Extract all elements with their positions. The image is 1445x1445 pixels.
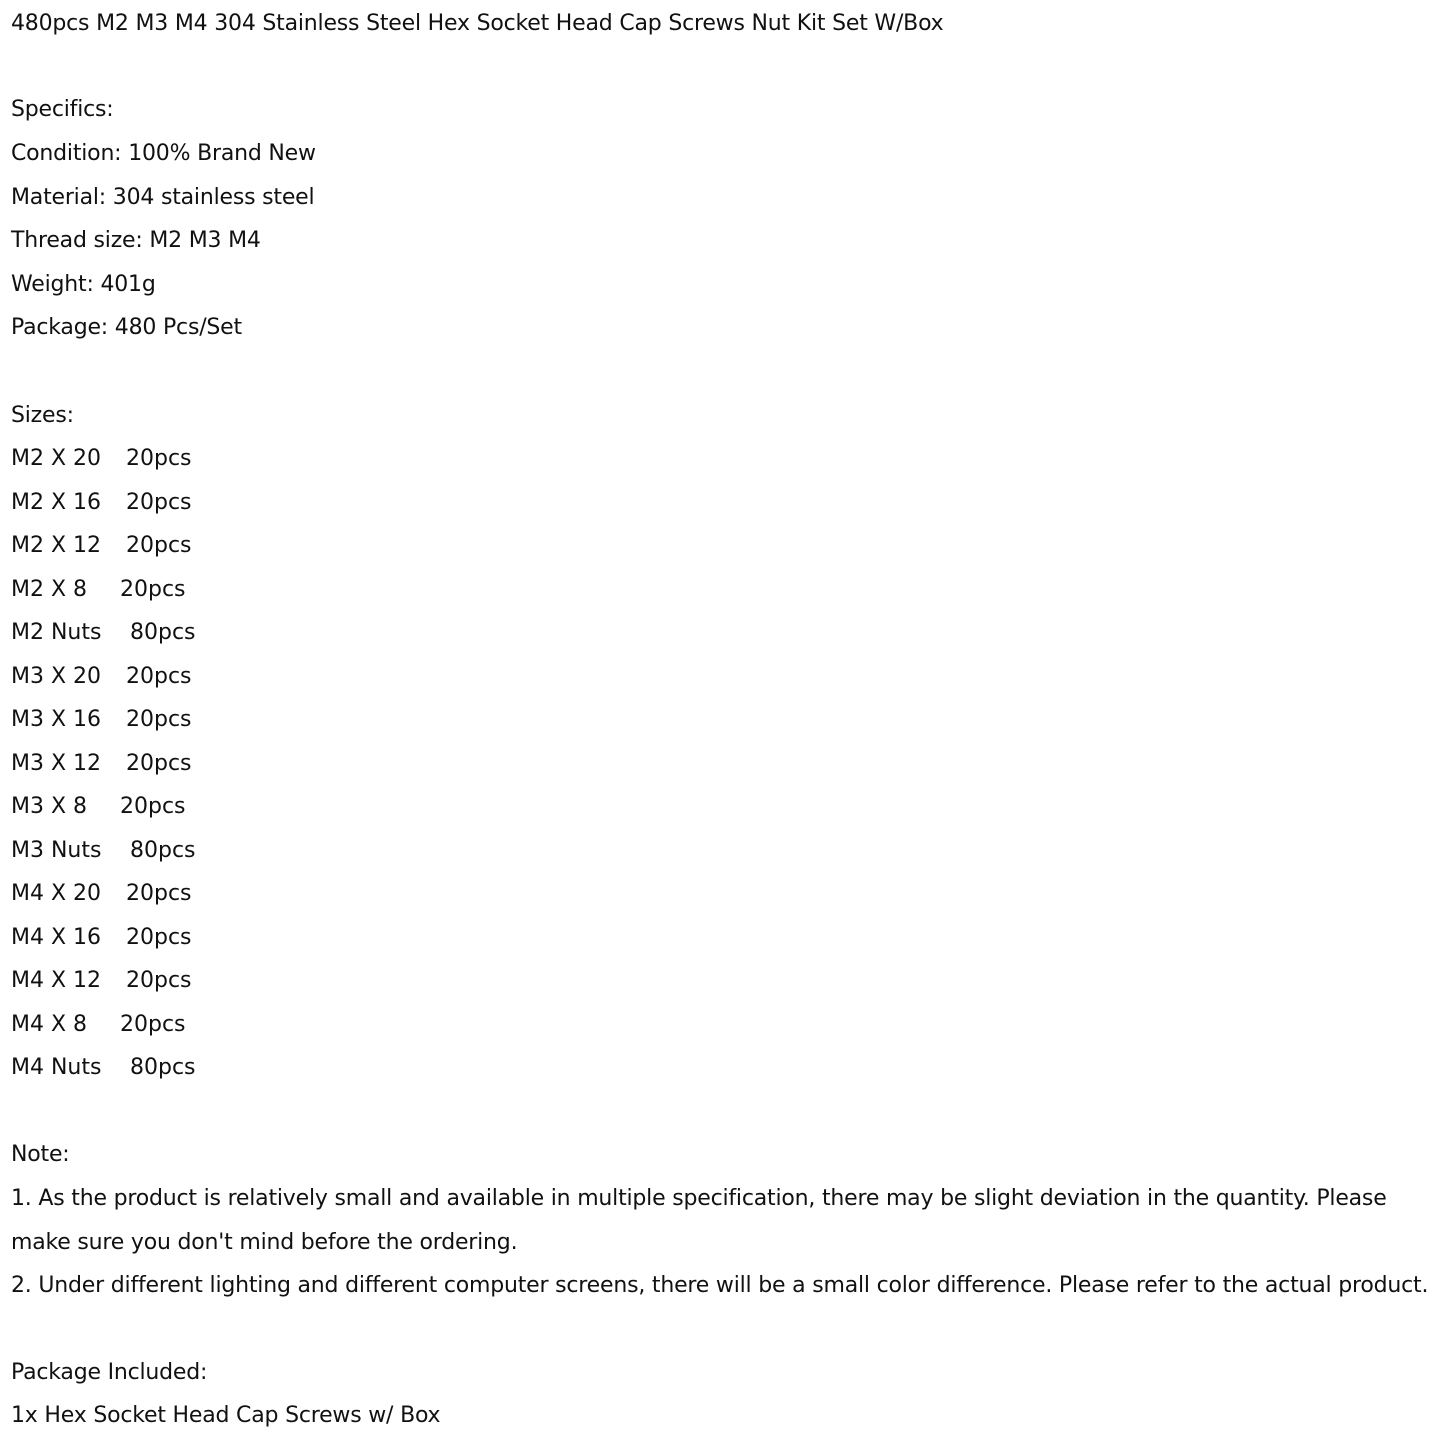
size-qty: 80pcs: [130, 620, 196, 645]
size-row: [11, 483, 411, 523]
size-name: M3 Nuts: [11, 838, 102, 863]
size-name: M2 X 16: [11, 490, 102, 515]
spec-package: Package: 480 Pcs/Set: [11, 315, 242, 340]
size-row: [11, 657, 411, 697]
size-name: M3 X 20: [11, 664, 102, 689]
size-name: M3 X 12: [11, 751, 102, 776]
size-qty: 20pcs: [126, 490, 192, 515]
size-name: M4 X 12: [11, 968, 102, 993]
size-qty: 20pcs: [126, 751, 192, 776]
spec-weight: Weight: 401g: [11, 272, 156, 297]
size-row: [11, 874, 411, 914]
size-name: M2 X 12: [11, 533, 102, 558]
note-line-1b: make sure you don't mind before the ordering.: [11, 1230, 518, 1255]
size-row: [11, 744, 411, 784]
size-qty: 20pcs: [126, 446, 192, 471]
size-name: M2 Nuts: [11, 620, 102, 645]
spec-material: Material: 304 stainless steel: [11, 185, 315, 210]
size-qty: 20pcs: [126, 968, 192, 993]
size-qty: 20pcs: [126, 664, 192, 689]
size-name: M4 Nuts: [11, 1055, 102, 1080]
size-row: [11, 570, 411, 610]
size-qty: 20pcs: [126, 533, 192, 558]
size-qty: 20pcs: [120, 577, 186, 602]
size-row: [11, 831, 411, 871]
size-qty: 20pcs: [126, 707, 192, 732]
size-qty: 20pcs: [126, 925, 192, 950]
size-name: M3 X 16: [11, 707, 102, 732]
size-row: [11, 1048, 411, 1088]
note-heading: Note:: [11, 1142, 70, 1167]
size-qty: 20pcs: [126, 881, 192, 906]
size-row: [11, 700, 411, 740]
package-heading: Package Included:: [11, 1360, 208, 1385]
size-name: M3 X 8: [11, 794, 88, 819]
size-name: M4 X 16: [11, 925, 102, 950]
size-qty: 20pcs: [120, 794, 186, 819]
size-qty: 80pcs: [130, 838, 196, 863]
specifics-heading: Specifics:: [11, 97, 114, 122]
note-line-2: 2. Under different lighting and different computer screens, there will be a small color difference. Please refer to the actual product.: [11, 1273, 1429, 1298]
spec-thread-size: Thread size: M2 M3 M4: [11, 228, 261, 253]
size-name: M4 X 8: [11, 1012, 88, 1037]
size-row: [11, 439, 411, 479]
size-name: M2 X 8: [11, 577, 88, 602]
product-title: 480pcs M2 M3 M4 304 Stainless Steel Hex Socket Head Cap Screws Nut Kit Set W/Box: [11, 11, 944, 36]
package-item: 1x Hex Socket Head Cap Screws w/ Box: [11, 1403, 441, 1428]
size-qty: 20pcs: [120, 1012, 186, 1037]
note-line-1a: 1. As the product is relatively small and available in multiple specification, there may be slight deviation in the quantity. Please: [11, 1186, 1387, 1211]
size-qty: 80pcs: [130, 1055, 196, 1080]
size-name: M4 X 20: [11, 881, 102, 906]
size-row: [11, 918, 411, 958]
spec-condition: Condition: 100% Brand New: [11, 141, 316, 166]
size-row: [11, 613, 411, 653]
size-row: [11, 526, 411, 566]
size-row: [11, 787, 411, 827]
size-row: [11, 1005, 411, 1045]
size-row: [11, 961, 411, 1001]
size-name: M2 X 20: [11, 446, 102, 471]
sizes-heading: Sizes:: [11, 403, 74, 428]
